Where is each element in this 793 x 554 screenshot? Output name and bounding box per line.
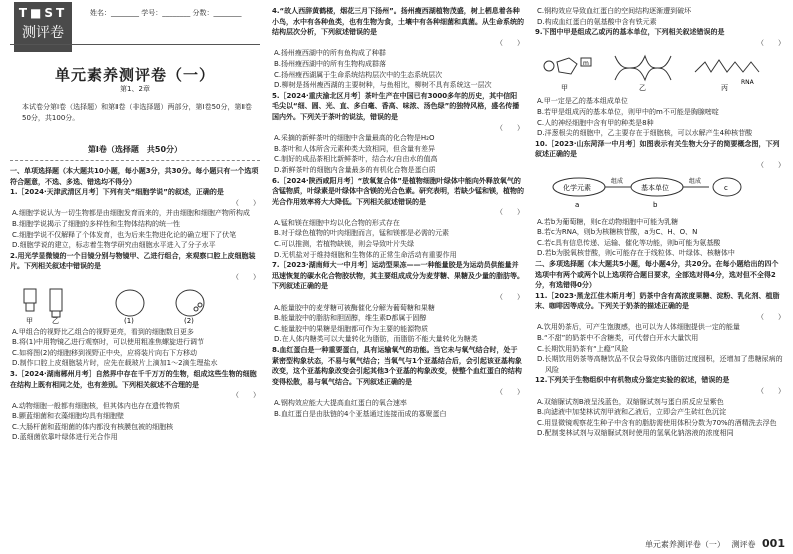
concept-map-figure [535,173,785,215]
header-divider [10,44,260,45]
student-info-fields: 姓名：________ 学号：________ 分数：________ [90,9,242,17]
answer-option: A.若b为葡萄糖，则c在动物细胞中可能为乳糖 [537,217,679,226]
field-view-1 [116,290,144,316]
answer-option: A.甲组合的视野比乙组合的视野更亮，看到的细胞数目更多 [12,327,194,336]
answer-option: A.锰和镁在细胞中均以化合物的形式存在 [274,218,400,227]
pentose-shape [557,58,577,74]
answer-option: B.若c为RNA，则b为核糖核苷酸，a为C、H、O、N [537,228,698,237]
question-stem: 2.用光学显微镜的一个目镜分别与物镜甲、乙进行组合，来观察口腔上皮细胞装片。下列相关叙述中错误的是 [10,251,256,271]
question-stem: 8.血红蛋白是一种重要蛋白，具有运输氧气的功能。当它未与氧气结合时，处于紧密型构象状态，不易与氧气结合；当氧气与1个亚基结合后，会引起该亚基构象改变，这个亚基构象改变会引起其他3个亚基的构象改变，使整个血红蛋白的结构变得松散，易与氧气结合。下列叙述正确的是 [272,346,522,386]
answer-option: B.颤蓝细菌和衣藻细胞均具有细胞壁 [12,412,125,421]
footer-label: 单元素养测评卷（一） [644,540,725,549]
answer-option: D.长期饮用奶茶等高糖饮品不仅会导致体内脂肪过度囤积，还增加了患糖尿病的风险 [537,355,783,374]
cell-dot [194,307,198,311]
answer-option: A.饮用奶茶后，可产生饱腹感，也可以为人体细胞提供一定的能量 [537,323,740,332]
answer-option: C.扬州瘦西湖属于生命系统结构层次中的生态系统层次 [274,70,443,79]
answer-option: A.采摘的新鲜茶叶的细胞中含量最高的化合物是H₂O [274,134,435,143]
answer-option: B.能量胶中的脂肪和胆固醇，维生素D都属于固醇 [274,314,427,323]
answer-blank: （ ） [496,208,524,217]
lens-a-label: 甲 [26,316,33,325]
answer-option: A.扬州瘦西湖中的所有鱼构成了种群 [274,49,386,58]
concept-map [535,173,775,215]
answer-option: D.构成血红蛋白的氨基酸中含有铁元素 [537,17,657,26]
fig-b-label: 乙 [639,84,646,93]
page-title: 单元素养测评卷（一） [54,66,215,84]
answer-blank: （ ） [496,388,524,397]
question-stem: 10.［2023·山东菏泽一中月考］如图表示有关生物大分子的简要概念图，下列叙述正确的是 [535,139,780,159]
lens-a-shape [24,289,36,303]
nucleotide-figure [535,50,785,94]
answer-option: D.洋葱根尖的细胞中，乙主要存在于细胞核，可以水解产生4种核苷酸 [537,129,753,138]
node-elements-label: 化学元素 [563,183,591,192]
edge-2-label: 组成 [689,177,702,185]
question-stem: 7.［2023·湖南师大一中月考］运动型果冻——一种能量胶是为运动员供能量并迅速恢复的碳水化合物胶状物，其主要组成成分为麦芽糖、果糖及少量的脂肪等。下列叙述正确的是 [272,261,524,291]
question-stem: 4.“故人西辞黄鹤楼，烟花三月下扬州”。扬州瘦西湖植物茂盛，树上栖息着各种小鸟，水中有各种鱼类，也有生物为食，土壤中有各种细菌和真菌。从生命系统的结构层次分析，下列叙述错误的是 [272,7,524,37]
microscope-figure [10,285,260,325]
column-2 [272,6,524,419]
answer-option: C.如将图(2)的细胞移到视野正中央，应将装片向右下方移动 [12,348,198,357]
answer-option: C.细胞学说不仅解释了个体发育，也为后来生物进化论的确立埋下了伏笔 [12,230,237,239]
question-stem: 11.［2023·黑龙江佳木斯月考］奶茶中含有高浓度果糖、淀粉、乳化剂、植脂末、咖啡因等成分。下列关于奶茶的描述正确的是 [535,291,780,311]
lens-b-label: 乙 [52,316,59,325]
column-3 [535,6,785,439]
answer-blank: （ ） [757,160,785,169]
answer-option: C.可以推测，若植物缺镁，则会导致叶片失绿 [274,240,415,249]
answer-option: B.将(1)中用物镜乙进行观察时，可以使用粗准焦螺旋进行调节 [12,338,204,347]
section-divider [10,160,260,161]
answer-option: D.配制斐林试剂与双缩脲试剂时使用的氢氧化钠溶液的浓度相同 [537,429,734,438]
question-stem: 6.［2024·陕西咸阳月考］“放氧复合体”是植物细胞叶绿体中能向外释放氧气的含锰物质，叶绿素是叶绿体中含镁的光合色素。研究表明，若缺少锰和镁，植物的光合作用效率将大大降低。下列相关叙述错误的是 [272,176,524,206]
rna-strand [695,60,759,72]
answer-option: A.双缩脲试剂B液呈浅蓝色，双缩脲试剂与蛋白质反应呈紫色 [537,397,724,406]
question-stem: 5.［2024·重庆渝北区月考］茶叶生产在中国已有3000多年的历史，其中信阳毛尖以“细、圆、光、直、多白毫、香高、味浓、汤色绿”的独特风格，盛名传播国内外。下列关于茶叶的说法，错误的是 [272,91,520,121]
rna-label: RNA [741,79,754,87]
answer-option: B.扬州瘦西湖中的所有生物构成群落 [274,59,387,68]
answer-blank: （ ） [757,38,785,47]
cell-dot [198,303,202,307]
question-stem: 12.下列关于生物组织中有机物成分鉴定实验的叙述，错误的是 [535,376,730,385]
answer-blank: （ ） [232,391,260,400]
page-footer [645,537,785,550]
answer-option: C.制好的成品茶相比新鲜茶叶，结合水/自由水的值高 [274,155,438,164]
answer-option: B.血红蛋白是由肽链的4个亚基通过连接而成的寡聚蛋白 [274,409,447,418]
answer-option: B.茶叶和人体所含元素种类大致相同，但含量有差异 [274,144,436,153]
answer-option: A.钢构效应能大大提高血红蛋白的氧合速率 [274,398,407,407]
answer-option: D.在人体内糖类可以大量转化为脂肪，而脂肪不能大量转化为糖类 [274,335,478,344]
nucleotide-diagram [535,50,775,94]
answer-option: D.制作口腔上皮细胞装片时，应先在载玻片上滴加1～2滴生理盐水 [12,359,218,368]
brand-logo: T■ST 测评卷 [14,2,72,52]
footer-tag: 测评卷 [731,540,756,549]
answer-option: D.蓝细菌依靠叶绿体进行光合作用 [12,433,118,442]
section-heading: 第Ⅰ卷（选择题 共50分） [87,145,183,154]
answer-option: B.对于绿色植物的叶肉细胞而言，锰和镁都是必需的元素 [274,229,450,238]
node-b-label: b [653,200,658,209]
answer-option: B.若甲是组成丙的基本单位，则甲中的m不可能是胸腺嘧啶 [537,107,719,116]
answer-blank: （ ） [496,38,524,47]
caption-1: (1) [124,316,134,325]
answer-option: C.若c具有信息传递、运输、催化等功能，则b可能为氨基酸 [537,238,721,247]
caption-2: (2) [184,316,194,325]
answer-option: C.钢构效应导致血红蛋白的空间结构逐渐遭到破坏 [537,7,692,15]
phosphate-circle [544,61,554,71]
fig-c-label: 丙 [721,84,728,93]
part-1-heading: 一、单项选择题（本大题共10小题，每小题3分，共30分。每小题只有一个选项符合题意，不选、多选、错选均不得分） [10,167,259,186]
base-m-label: m [583,60,589,68]
question-stem: 3.［2024·湖南郴州月考］自然界中存在千千万万的生物，组成这些生物的细胞在结构上既有相同之处，也有差别。下列相关叙述不合理的是 [10,369,257,389]
answer-blank: （ ） [496,293,524,302]
question-stem: 9.下图中甲是组成乙或丙的基本单位，下列相关叙述错误的是 [535,28,725,37]
answer-blank: （ ） [757,387,785,396]
question-stem: 1.［2024·天津武清区月考］下列有关“细胞学说”的叙述，正确的是 [10,188,224,197]
answer-option: D.细胞学说的建立，标志着生物学研究由细胞水平进入了分子水平 [12,241,216,250]
answer-option: A.细胞学说认为一切生物都是由细胞发育而来的，并由细胞和细胞产物所构成 [12,209,250,218]
node-c-label: c [724,183,728,192]
answer-option: C.能量胶中的果糖是细胞都可作为主要的能源物质 [274,324,429,333]
edge-1-label: 组成 [611,177,624,185]
page-number: 001 [762,537,785,550]
lens-a-tip [26,303,34,311]
answer-blank: （ ） [232,272,260,281]
node-a-label: a [575,200,580,209]
answer-option: A.甲一定是乙的基本组成单位 [537,97,628,106]
answer-option: C.人的神经细胞中含有甲的种类是8种 [537,118,654,127]
answer-blank: （ ） [496,123,524,132]
intro-text: 本试卷分第Ⅰ卷（选择题）和第Ⅱ卷（非选择题）两部分，第Ⅰ卷50分，第Ⅱ卷50分，共100分。 [22,103,252,122]
answer-option: C.大肠杆菌和蓝细菌的体内都没有核膜包被的细胞核 [12,422,174,431]
answer-option: B.细胞学说揭示了细胞的多样性和生物体结构的统一性 [12,219,181,228]
answer-blank: （ ） [232,198,260,207]
answer-option: B.向滤液中加斐林试剂甲液和乙液后，立即会产生砖红色沉淀 [537,408,727,417]
node-units-label: 基本单位 [641,183,669,192]
answer-option: D.无机盐对于维持细胞和生物体的正常生命活动有重要作用 [274,250,457,259]
answer-option: D.柳树是扬州瘦西湖的主要树种，与鱼相比，柳树不具有系统这一层次 [274,81,492,90]
objective-lens-diagram [10,285,250,325]
fig-a-label: 甲 [561,84,568,93]
answer-option: C.用显微镜观察花生种子中含有的脂肪需使用体积分数为70%的酒精洗去浮色 [537,418,777,427]
answer-blank: （ ） [757,312,785,321]
page-subtitle: 第1、2章 [120,85,150,93]
answer-option: D.新鲜茶叶的细胞内含量最多的有机化合物是蛋白质 [274,165,436,174]
answer-option: D.若b为脱氧核苷酸，则c可能存在于线粒体、叶绿体、核糖体中 [537,249,735,258]
answer-option: B.“不甜”的奶茶中不含糖类，可代替白开水大量饮用 [537,334,699,343]
question-stem: 二、多项选择题（本大题共5小题，每小题4分，共20分。在每小题给出的四个选项中有两个或两个以上选项符合题目要求，全部选对得4分，选对但不全得2分，有选错得0分） [535,259,779,290]
answer-option: A.动物细胞一般都有细胞核，但其体内也存在遗传物质 [12,401,180,410]
answer-option: C.长期饮用奶茶有“上瘾”风险 [537,344,629,353]
lens-b-shape [50,289,62,311]
answer-option: A.能量胶中的麦芽糖可被酶催化分解为葡萄糖和果糖 [274,303,435,312]
column-1 [10,166,260,443]
